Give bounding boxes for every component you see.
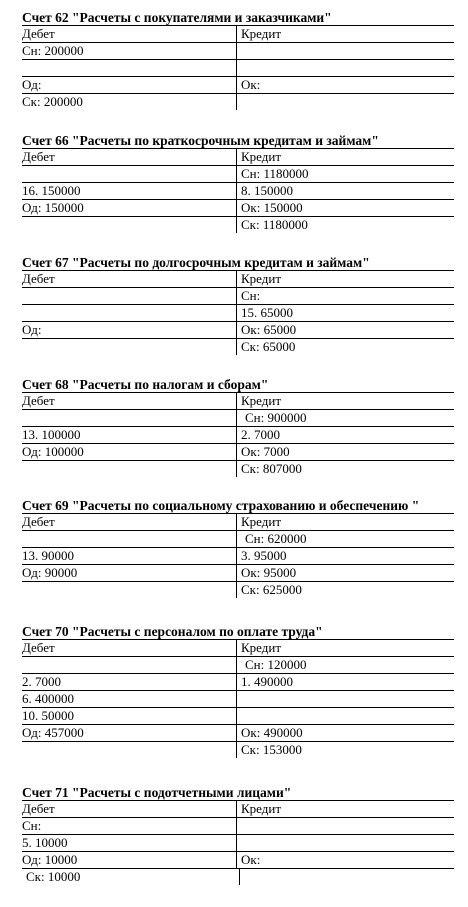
credit-opening: Сн: 1180000 [236, 166, 452, 182]
debit-turnover: Од: 10000 [22, 852, 78, 867]
account-title: Счет 66 "Расчеты по краткосрочным кредитам и займам" [22, 133, 454, 149]
credit-closing: Ск: 1180000 [236, 217, 452, 233]
account-title: Счет 69 "Расчеты по социальному страхованию и обеспечению " [22, 498, 454, 514]
account-70-block [22, 624, 454, 758]
debit-closing [22, 582, 236, 598]
credit-closing: Ск: 65000 [236, 339, 452, 355]
debit-turnover: Од: [22, 77, 42, 92]
table-row [22, 305, 454, 322]
credit-header: Кредит [236, 640, 452, 656]
credit-cell [236, 43, 452, 59]
debit-header: Дебет [22, 149, 55, 164]
credit-opening: Сн: 620000 [236, 531, 452, 547]
account-71-block [22, 785, 454, 885]
table-row [22, 582, 454, 598]
account-68-block [22, 377, 454, 477]
debit-cell: 16. 150000 [22, 183, 81, 198]
credit-cell: 15. 65000 [236, 305, 452, 321]
table-row [22, 166, 454, 183]
credit-closing [239, 869, 454, 885]
debit-turnover: Од: 457000 [22, 725, 84, 740]
account-66-block [22, 133, 454, 233]
debit-closing [22, 339, 236, 355]
table-row [22, 444, 454, 461]
debit-header: Дебет [22, 801, 55, 816]
table-row [22, 322, 454, 339]
account-title: Счет 67 "Расчеты по долгосрочным кредитам и займам" [22, 255, 454, 271]
table-row [22, 531, 454, 548]
debit-closing: Ск: 10000 [26, 869, 81, 884]
credit-turnover: Ок: 65000 [236, 322, 452, 338]
debit-turnover: Од: 90000 [22, 565, 78, 580]
debit-cell [22, 410, 236, 426]
table-header-row [22, 149, 454, 166]
table-row [22, 200, 454, 217]
credit-turnover: Ок: 7000 [236, 444, 452, 460]
t-account-table [22, 801, 454, 885]
t-account-table [22, 514, 454, 598]
credit-opening: Сн: [236, 288, 452, 304]
credit-closing: Ск: 807000 [236, 461, 452, 477]
table-row [22, 691, 454, 708]
credit-cell: 2. 7000 [236, 427, 452, 443]
debit-cell: 2. 7000 [22, 674, 61, 689]
account-title: Счет 70 "Расчеты с персоналом по оплате труда" [22, 624, 454, 640]
debit-header: Дебет [22, 393, 55, 408]
credit-closing: Ск: 153000 [236, 742, 452, 758]
table-row [22, 657, 454, 674]
credit-opening: Сн: 900000 [236, 410, 452, 426]
table-row [22, 410, 454, 427]
table-row [22, 742, 454, 758]
t-account-table [22, 640, 454, 758]
debit-cell [22, 60, 236, 76]
table-row [22, 43, 454, 60]
credit-header: Кредит [236, 149, 452, 165]
credit-turnover: Ок: 95000 [236, 565, 452, 581]
credit-opening: Сн: 120000 [236, 657, 452, 673]
table-row [22, 94, 454, 110]
debit-header: Дебет [22, 640, 55, 655]
table-row [22, 869, 454, 885]
debit-cell: 6. 400000 [22, 691, 74, 706]
table-row [22, 77, 454, 94]
credit-cell [236, 60, 452, 76]
credit-closing [236, 94, 452, 110]
credit-cell: 3. 95000 [236, 548, 452, 564]
credit-header: Кредит [236, 393, 452, 409]
table-row [22, 852, 454, 869]
debit-turnover: Од: 150000 [22, 200, 84, 215]
credit-cell [236, 691, 452, 707]
debit-cell [22, 657, 236, 673]
debit-opening: Сн: [22, 818, 42, 833]
credit-turnover: Ок: 150000 [236, 200, 452, 216]
credit-turnover: Ок: [236, 852, 452, 868]
debit-cell [22, 288, 236, 304]
table-row [22, 288, 454, 305]
debit-cell [22, 305, 236, 321]
debit-closing [22, 742, 236, 758]
t-account-table [22, 271, 454, 355]
debit-cell [22, 166, 236, 182]
debit-turnover: Од: [22, 322, 42, 337]
account-title: Счет 62 "Расчеты с покупателями и заказчиками" [22, 10, 454, 26]
debit-header: Дебет [22, 514, 55, 529]
debit-header: Дебет [22, 271, 55, 286]
credit-cell [236, 818, 452, 834]
credit-cell: 8. 150000 [236, 183, 452, 199]
debit-cell: 10. 50000 [22, 708, 74, 723]
credit-header: Кредит [236, 271, 452, 287]
table-row [22, 818, 454, 835]
table-row [22, 708, 454, 725]
debit-cell: 13. 90000 [22, 548, 74, 563]
table-header-row [22, 271, 454, 288]
debit-closing [22, 217, 236, 233]
table-row [22, 217, 454, 233]
account-69-block [22, 498, 454, 598]
credit-header: Кредит [236, 801, 452, 817]
table-header-row [22, 640, 454, 657]
t-account-table [22, 26, 454, 110]
table-header-row [22, 801, 454, 818]
credit-cell [236, 708, 452, 724]
table-row [22, 835, 454, 852]
account-62-block [22, 10, 454, 110]
account-title: Счет 71 "Расчеты с подотчетными лицами" [22, 785, 454, 801]
table-row [22, 548, 454, 565]
credit-cell: 1. 490000 [236, 674, 452, 690]
debit-cell [22, 531, 236, 547]
debit-closing: Ск: 200000 [22, 94, 83, 109]
credit-cell [236, 835, 452, 851]
debit-cell: 13. 100000 [22, 427, 81, 442]
debit-closing [22, 461, 236, 477]
debit-cell: Сн: 200000 [22, 43, 84, 58]
credit-header: Кредит [236, 26, 452, 42]
table-row [22, 461, 454, 477]
credit-header: Кредит [236, 514, 452, 530]
table-header-row [22, 393, 454, 410]
table-row [22, 339, 454, 355]
debit-header: Дебет [22, 26, 55, 41]
table-row [22, 565, 454, 582]
credit-turnover: Ок: 490000 [236, 725, 452, 741]
debit-cell: 5. 10000 [22, 835, 68, 850]
t-account-table [22, 393, 454, 477]
table-header-row [22, 514, 454, 531]
table-row [22, 427, 454, 444]
table-row [22, 725, 454, 742]
t-account-table [22, 149, 454, 233]
table-row [22, 183, 454, 200]
credit-turnover: Ок: [236, 77, 452, 93]
account-title: Счет 68 "Расчеты по налогам и сборам" [22, 377, 454, 393]
table-header-row [22, 26, 454, 43]
table-row [22, 60, 454, 77]
table-row [22, 674, 454, 691]
debit-turnover: Од: 100000 [22, 444, 84, 459]
credit-closing: Ск: 625000 [236, 582, 452, 598]
account-67-block [22, 255, 454, 355]
